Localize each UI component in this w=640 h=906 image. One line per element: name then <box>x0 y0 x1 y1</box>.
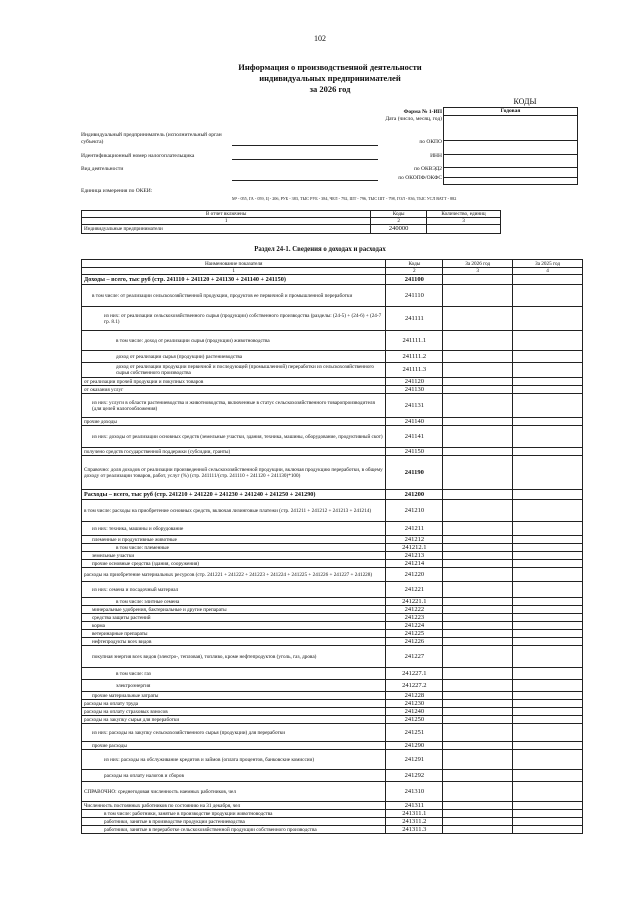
table-row <box>82 782 583 802</box>
row-code: 241227.1 <box>386 668 443 680</box>
row-indicator-name: из них: расходы на закупку сельскохозяйственного сырья (продукции) для переработки <box>82 724 386 742</box>
row-value-2026[interactable] <box>443 818 513 826</box>
table-row <box>82 750 583 770</box>
table-row <box>82 606 583 614</box>
row-code: 241130 <box>386 386 443 394</box>
row-value-2025[interactable] <box>513 750 583 770</box>
row-indicator-name: средства защиты растений <box>82 614 386 622</box>
header-codes: Коды <box>386 260 443 268</box>
units-row-count[interactable] <box>427 225 501 234</box>
table-row <box>82 742 583 750</box>
row-code: 241227 <box>386 646 443 668</box>
tax-id-label: Идентификационный номер налогоплательщика <box>81 153 195 159</box>
row-value-2025[interactable] <box>513 560 583 568</box>
table-row <box>82 552 583 560</box>
row-value-2025[interactable] <box>513 802 583 810</box>
row-indicator-name: расходы на закупку сырья для переработки <box>82 716 386 724</box>
row-value-2025[interactable] <box>513 700 583 708</box>
header-year-2025: За 2025 год <box>513 260 583 268</box>
row-value-2025[interactable] <box>513 668 583 680</box>
table-row <box>82 536 583 544</box>
table-row <box>82 418 583 426</box>
row-value-2026[interactable] <box>443 598 513 606</box>
row-value-2025[interactable] <box>513 708 583 716</box>
title-line-1: Информация о производственной деятельности <box>238 62 422 72</box>
row-code: 241110 <box>386 285 443 307</box>
row-code: 241212 <box>386 536 443 544</box>
row-indicator-name: прочие доходы <box>82 418 386 426</box>
table-row <box>82 285 583 307</box>
row-indicator-name: СПРАВОЧНО: среднегодовая численность наемных работников, чел <box>82 782 386 802</box>
row-value-2025[interactable] <box>513 630 583 638</box>
units-list: М² - 055, ГА - 059, Ц - 206, РУБ - 383, ТЫС РУБ - 384, ЧЕЛ - 792, ШТ - 796, ТЫС ШТ - 798, ГОЛ - 836, ТЫС УСЛ ВАТТ - 882 <box>232 196 457 201</box>
row-value-2025[interactable] <box>513 598 583 606</box>
units-num-2: 2 <box>371 218 427 225</box>
row-code: 241251 <box>386 724 443 742</box>
codes-box <box>443 107 578 185</box>
row-value-2026[interactable] <box>443 582 513 598</box>
table-row <box>82 582 583 598</box>
okopf-cell[interactable] <box>444 178 577 186</box>
row-value-2025[interactable] <box>513 544 583 552</box>
row-value-2026[interactable] <box>443 418 513 426</box>
units-num-1: 1 <box>82 218 371 225</box>
table-row <box>82 394 583 418</box>
row-value-2025[interactable] <box>513 536 583 544</box>
table-row <box>82 692 583 700</box>
form-value: Годовая <box>444 108 577 116</box>
table-row <box>82 724 583 742</box>
table-row <box>82 818 583 826</box>
row-value-2025[interactable] <box>513 582 583 598</box>
table-row <box>82 614 583 622</box>
row-indicator-name: корма <box>82 622 386 630</box>
row-value-2026[interactable] <box>443 810 513 818</box>
row-value-2026[interactable] <box>443 522 513 536</box>
row-value-2025[interactable] <box>513 614 583 622</box>
row-code: 241222 <box>386 606 443 614</box>
okved-cell[interactable] <box>444 168 577 178</box>
row-code: 241227.2 <box>386 680 443 692</box>
document-title <box>150 62 510 95</box>
table-row <box>82 386 583 394</box>
codes-header: КОДЫ <box>513 97 537 106</box>
table-row <box>82 500 583 522</box>
table-row <box>82 490 583 500</box>
row-value-2025[interactable] <box>513 724 583 742</box>
row-indicator-name: доход от реализации продукции первичной и последующей (промышленной) переработки из сельскохозяйственного сырья собственного производства <box>82 363 386 378</box>
row-value-2025[interactable] <box>513 418 583 426</box>
table-row <box>82 522 583 536</box>
table-row <box>82 456 583 490</box>
row-code: 241224 <box>386 622 443 630</box>
units-label: Единица измерения по ОКЕИ: <box>81 188 153 194</box>
table-row <box>82 638 583 646</box>
table-row <box>82 826 583 834</box>
row-value-2025[interactable] <box>513 275 583 285</box>
row-value-2026[interactable] <box>443 275 513 285</box>
row-value-2026[interactable] <box>443 724 513 742</box>
table-row <box>82 598 583 606</box>
table-row <box>82 363 583 378</box>
row-value-2026[interactable] <box>443 708 513 716</box>
table-row <box>82 708 583 716</box>
row-value-2026[interactable] <box>443 560 513 568</box>
row-indicator-name: покупная энергия всех видов (электро-, тепловая), топливо, кроме нефтепродуктов (уголь, газ, дрова) <box>82 646 386 668</box>
row-indicator-name: электроэнергия <box>82 680 386 692</box>
row-value-2025[interactable] <box>513 782 583 802</box>
row-code: 241228 <box>386 692 443 700</box>
row-value-2026[interactable] <box>443 638 513 646</box>
units-header-count: Количество, единиц <box>427 211 501 218</box>
row-value-2026[interactable] <box>443 700 513 708</box>
inn-cell[interactable] <box>444 155 577 168</box>
row-value-2026[interactable] <box>443 606 513 614</box>
row-value-2025[interactable] <box>513 742 583 750</box>
row-value-2025[interactable] <box>513 692 583 700</box>
date-cell[interactable] <box>444 116 577 141</box>
row-value-2026[interactable] <box>443 680 513 692</box>
row-indicator-name: Справочно: доля доходов от реализации произведенной сельскохозяйственной продукции, включая продукцию переработки, в общему доходу от реализации товаров, работ, услуг (%) (стр. 241111/(стр. 241110 + 241120 + 241130)*100) <box>82 456 386 490</box>
row-code: 241311.2 <box>386 818 443 826</box>
row-code: 241221 <box>386 582 443 598</box>
date-label: Дата (число, месяц, год) <box>385 116 442 122</box>
activity-label: Вид деятельности <box>81 166 124 172</box>
table-row <box>82 307 583 331</box>
income-expense-table <box>81 259 583 834</box>
row-value-2025[interactable] <box>513 568 583 582</box>
table-row <box>82 544 583 552</box>
row-value-2026[interactable] <box>443 782 513 802</box>
row-code: 241211 <box>386 522 443 536</box>
table-row <box>82 378 583 386</box>
row-indicator-name: из них: услуги в области растениеводства и животноводства, включенные в статус сельскохозяйственного товаропроизводителя (для целей налогообложения) <box>82 394 386 418</box>
row-indicator-name: расходы на оплату труда <box>82 700 386 708</box>
row-code: 241214 <box>386 560 443 568</box>
row-indicator-name: минеральные удобрения, бактериальные и другие препараты <box>82 606 386 614</box>
row-value-2025[interactable] <box>513 363 583 378</box>
row-value-2025[interactable] <box>513 826 583 834</box>
row-code: 241141 <box>386 426 443 448</box>
table-row <box>82 810 583 818</box>
row-value-2025[interactable] <box>513 716 583 724</box>
units-header-codes: Коды <box>371 211 427 218</box>
title-line-2: индивидуальных предпринимателей <box>259 73 401 83</box>
table-row <box>82 802 583 810</box>
row-value-2026[interactable] <box>443 692 513 700</box>
row-indicator-name: в том числе: газ <box>82 668 386 680</box>
row-indicator-name: земельные участки <box>82 552 386 560</box>
row-indicator-name: расходы на оплату налогов и сборов <box>82 770 386 782</box>
row-value-2025[interactable] <box>513 378 583 386</box>
row-code: 241311.3 <box>386 826 443 834</box>
table-row <box>82 331 583 351</box>
table-row <box>82 426 583 448</box>
row-indicator-name: в том числе: доход от реализации сырья (продукции) животноводства <box>82 331 386 351</box>
okpo-cell[interactable] <box>444 141 577 155</box>
row-value-2026[interactable] <box>443 622 513 630</box>
row-code: 241212.1 <box>386 544 443 552</box>
row-code: 241131 <box>386 394 443 418</box>
row-code: 241221.1 <box>386 598 443 606</box>
row-value-2026[interactable] <box>443 394 513 418</box>
row-indicator-name: расходы на оплату страховых взносов <box>82 708 386 716</box>
col-num-1: 1 <box>82 268 386 275</box>
row-code: 241250 <box>386 716 443 724</box>
row-value-2025[interactable] <box>513 552 583 560</box>
inn-label: ИНН <box>430 153 442 159</box>
row-code: 241290 <box>386 742 443 750</box>
row-code: 241120 <box>386 378 443 386</box>
row-indicator-name: из них: расходы на обслуживание кредитов и займов (оплата процентов, банковские комиссии) <box>82 750 386 770</box>
units-header-included: В отчет включены <box>82 211 371 218</box>
row-code: 241111.3 <box>386 363 443 378</box>
table-row <box>82 646 583 668</box>
row-indicator-name: в том числе: племенные <box>82 544 386 552</box>
row-value-2026[interactable] <box>443 568 513 582</box>
entrepreneur-label: Индивидуальный предприниматель (исполнительный орган субъекта) <box>81 132 222 145</box>
row-indicator-name: от оказания услуг <box>82 386 386 394</box>
okpo-label: по ОКПО <box>419 139 442 145</box>
row-code: 241213 <box>386 552 443 560</box>
row-code: 241111.1 <box>386 331 443 351</box>
row-indicator-name: прочие материальные затраты <box>82 692 386 700</box>
table-row <box>82 560 583 568</box>
row-indicator-name: в том числе: элитные семена <box>82 598 386 606</box>
row-value-2026[interactable] <box>443 802 513 810</box>
row-indicator-name: расходы на приобретение материальных ресурсов (стр. 241221 + 241222 + 241223 + 241224 + 241225 + 241226 + 241227 + 241228) <box>82 568 386 582</box>
row-value-2025[interactable] <box>513 386 583 394</box>
row-value-2026[interactable] <box>443 770 513 782</box>
row-indicator-name: ветеринарные препараты <box>82 630 386 638</box>
page-number: 102 <box>314 34 326 43</box>
col-num-2: 2 <box>386 268 443 275</box>
row-indicator-name: из них: семена и посадочный материал <box>82 582 386 598</box>
row-code: 241111.2 <box>386 351 443 363</box>
row-value-2026[interactable] <box>443 378 513 386</box>
row-value-2026[interactable] <box>443 448 513 456</box>
table-row <box>82 668 583 680</box>
row-value-2025[interactable] <box>513 522 583 536</box>
row-indicator-name: в том числе: от реализации сельскохозяйственной продукции, продуктов ее первичной и промышленной переработки <box>82 285 386 307</box>
row-value-2025[interactable] <box>513 285 583 307</box>
table-row <box>82 680 583 692</box>
row-indicator-name: нефтепродукты всех видов <box>82 638 386 646</box>
table-row <box>82 716 583 724</box>
row-value-2025[interactable] <box>513 351 583 363</box>
row-value-2026[interactable] <box>443 536 513 544</box>
table-row <box>82 568 583 582</box>
row-code: 241210 <box>386 500 443 522</box>
row-value-2025[interactable] <box>513 810 583 818</box>
row-value-2026[interactable] <box>443 646 513 668</box>
row-indicator-name: получено средств государственной поддержки (субсидии, гранты) <box>82 448 386 456</box>
row-value-2025[interactable] <box>513 307 583 331</box>
row-code: 241225 <box>386 630 443 638</box>
header-indicator: Наименование показателя <box>82 260 386 268</box>
row-code: 241220 <box>386 568 443 582</box>
units-row-code: 240000 <box>371 225 427 234</box>
row-indicator-name: Численность постоянных работников по состоянию на 31 декабря, чел <box>82 802 386 810</box>
row-code: 241240 <box>386 708 443 716</box>
table-row <box>82 622 583 630</box>
row-value-2026[interactable] <box>443 742 513 750</box>
units-row-label: Индивидуальные предприниматели <box>82 225 371 234</box>
row-indicator-name: из них: техника, машины и оборудование <box>82 522 386 536</box>
row-indicator-name: Доходы – всего, тыс руб (стр. 241110 + 241120 + 241130 + 241140 + 241150) <box>82 275 386 285</box>
table-row <box>82 275 583 285</box>
row-value-2025[interactable] <box>513 606 583 614</box>
row-code: 241291 <box>386 750 443 770</box>
row-code: 241230 <box>386 700 443 708</box>
table-row <box>82 351 583 363</box>
row-code: 241223 <box>386 614 443 622</box>
row-value-2026[interactable] <box>443 351 513 363</box>
row-value-2025[interactable] <box>513 500 583 522</box>
row-indicator-name: работники, занятые в производстве продукции растениеводства <box>82 818 386 826</box>
row-code: 241310 <box>386 782 443 802</box>
row-value-2026[interactable] <box>443 500 513 522</box>
row-indicator-name: из них: от реализации сельскохозяйственного сырья (продукции) собственного производства (разделы: (24-5) + (24-6) + (24-7 гр. 8.1) <box>82 307 386 331</box>
row-value-2026[interactable] <box>443 826 513 834</box>
row-value-2026[interactable] <box>443 490 513 500</box>
row-value-2025[interactable] <box>513 448 583 456</box>
row-indicator-name: из них: доходы от реализации основных средств (земельные участки, здания, техника, машины, оборудование, продуктивный скот) <box>82 426 386 448</box>
row-indicator-name: доход от реализации сырья (продукции) растениеводства <box>82 351 386 363</box>
row-value-2025[interactable] <box>513 456 583 490</box>
table-row <box>82 700 583 708</box>
row-indicator-name: в том числе: работники, занятые в производстве продукции животноводства <box>82 810 386 818</box>
row-code: 241150 <box>386 448 443 456</box>
row-value-2026[interactable] <box>443 386 513 394</box>
table-body <box>82 275 583 834</box>
row-value-2025[interactable] <box>513 394 583 418</box>
row-indicator-name: Расходы – всего, тыс руб (стр. 241210 + 241220 + 241230 + 241240 + 241250 + 241290) <box>82 490 386 500</box>
row-code: 241311 <box>386 802 443 810</box>
row-code: 241100 <box>386 275 443 285</box>
row-value-2026[interactable] <box>443 363 513 378</box>
table-row <box>82 770 583 782</box>
tax-id-line <box>232 159 378 160</box>
row-code: 241111 <box>386 307 443 331</box>
col-num-3: 3 <box>443 268 513 275</box>
entrepreneur-line <box>232 145 378 146</box>
okved-label: по ОКВЭД2 <box>413 166 442 172</box>
row-indicator-name: от реализации прочей продукции и покупных товаров <box>82 378 386 386</box>
row-code: 241292 <box>386 770 443 782</box>
units-table <box>81 210 501 234</box>
units-num-3: 3 <box>427 218 501 225</box>
row-code: 241226 <box>386 638 443 646</box>
row-indicator-name: племенные и продуктивные животные <box>82 536 386 544</box>
row-value-2025[interactable] <box>513 818 583 826</box>
row-code: 241311.1 <box>386 810 443 818</box>
row-value-2026[interactable] <box>443 750 513 770</box>
section-title: Раздел 24-1. Сведения о доходах и расходах <box>254 246 386 253</box>
activity-line <box>232 180 378 181</box>
row-value-2025[interactable] <box>513 622 583 630</box>
row-value-2026[interactable] <box>443 668 513 680</box>
row-code: 241190 <box>386 456 443 490</box>
row-code: 241200 <box>386 490 443 500</box>
row-value-2026[interactable] <box>443 331 513 351</box>
col-num-4: 4 <box>513 268 583 275</box>
row-value-2026[interactable] <box>443 285 513 307</box>
table-row <box>82 630 583 638</box>
form-label: Форма № 1-ИП <box>403 109 442 115</box>
row-value-2025[interactable] <box>513 680 583 692</box>
row-code: 241140 <box>386 418 443 426</box>
row-value-2025[interactable] <box>513 638 583 646</box>
row-indicator-name: прочие расходы <box>82 742 386 750</box>
row-value-2026[interactable] <box>443 307 513 331</box>
okopf-label: по ОКОПФ/ОКФС <box>398 175 442 181</box>
row-value-2025[interactable] <box>513 646 583 668</box>
row-value-2026[interactable] <box>443 544 513 552</box>
row-value-2025[interactable] <box>513 490 583 500</box>
row-value-2026[interactable] <box>443 716 513 724</box>
row-value-2026[interactable] <box>443 630 513 638</box>
row-indicator-name: работники, занятые в переработке сельскохозяйственной продукции собственного производства <box>82 826 386 834</box>
row-indicator-name: прочие основные средства (здания, сооружения) <box>82 560 386 568</box>
row-value-2025[interactable] <box>513 426 583 448</box>
header-year-2026: За 2026 год <box>443 260 513 268</box>
row-indicator-name: в том числе: расходы на приобретение основных средств, включая лизинговые платежи (стр. 241211 + 241212 + 241213 + 241214) <box>82 500 386 522</box>
row-value-2026[interactable] <box>443 614 513 622</box>
row-value-2026[interactable] <box>443 426 513 448</box>
row-value-2026[interactable] <box>443 552 513 560</box>
row-value-2025[interactable] <box>513 770 583 782</box>
table-row <box>82 448 583 456</box>
row-value-2026[interactable] <box>443 456 513 490</box>
title-line-3: за 2026 год <box>309 84 351 94</box>
row-value-2025[interactable] <box>513 331 583 351</box>
